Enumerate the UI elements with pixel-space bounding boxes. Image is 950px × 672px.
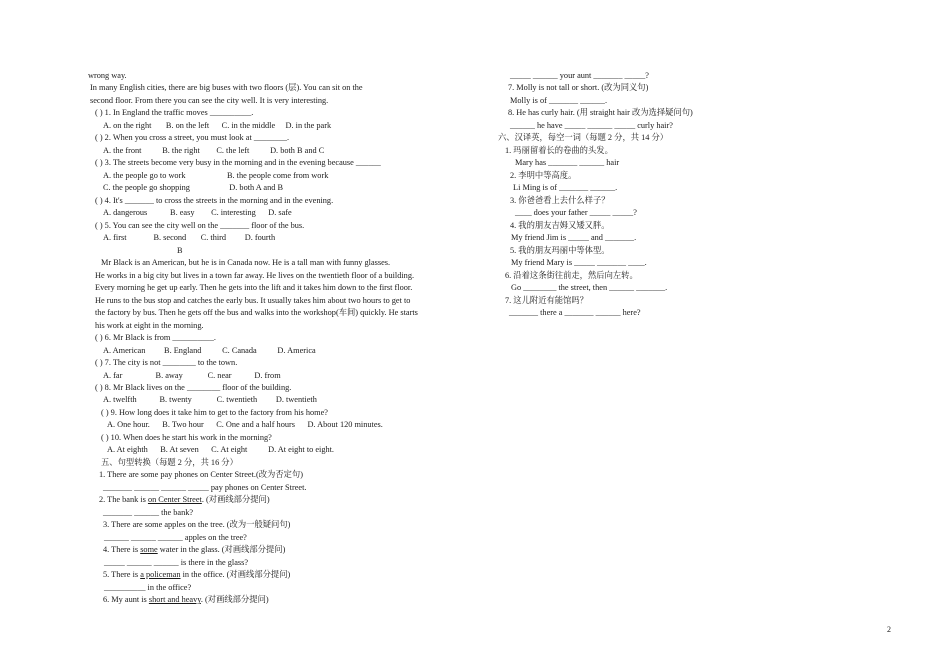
left-column-line: _______ ______ ______ _____ pay phones on Center Street. [103,482,307,492]
right-column-line: 2. 李明中等高度。 [510,170,577,180]
right-column-line: Li Ming is of _______ ______. [513,183,618,193]
right-column-line: ____ does your father _____ _____? [515,208,637,218]
right-column-line: ______ he have _____ ______ _____ curly hair? [510,120,673,130]
left-column-line: B [177,245,183,255]
line-text: 6. My aunt is [103,595,149,605]
right-column-line: 6. 沿着这条街往前走，然后向左转。 [505,270,638,280]
left-column-line: __________ in the office? [104,582,192,592]
left-column-line: C. the people go shopping D. both A and B [103,183,283,193]
left-column-line: A. At eighth B. At seven C. At eight D. At eight to eight. [107,445,335,455]
left-column-line: ______ ______ ______ apples on the tree? [104,532,247,542]
right-column-line: 1. 玛丽留着长的卷曲的头发。 [505,145,613,155]
left-column-line: Every morning he get up early. Then he gets into the lift and it takes him down to the first floor. [95,283,413,293]
line-text: 4. There is [103,545,141,555]
right-column-line: Go ________ the street, then ______ _______. [511,283,668,293]
right-column-line: My friend Mary is _____ _______ ____. [511,258,647,268]
left-column-line: In many English cities, there are big buses with two floors (层). You can sit on the [90,83,363,93]
right-column-line: My friend Jim is _____ and _______. [511,233,637,243]
right-column-line: 7. 这儿附近有能馆吗？ [505,295,588,305]
left-column-line: ( ) 1. In England the traffic moves __________. [95,108,254,118]
underlined-phrase: a policeman [140,570,181,580]
left-column-line: A. dangerous B. easy C. interesting D. safe [103,208,292,218]
left-column-line: A. the front B. the right C. the left D. both B and C [103,145,325,155]
left-column-line: wrong way. [88,71,127,80]
right-column-line: Molly is of _______ ______. [510,95,608,105]
left-column-line: He runs to the bus stop and catches the early bus. It usually takes him about two hours to get to [95,295,411,305]
left-column-line: the factory by bus. Then he gets off the bus and walks into the workshop(车间) quickly. He starts [95,308,418,318]
left-column-line: ( ) 9. How long does it take him to get to the factory from his home? [101,407,328,417]
left-column-line: ( ) 2. When you cross a street, you must look at ________. [95,133,290,143]
left-column-line: second floor. From there you can see the city well. It is very interesting. [90,95,329,105]
left-column-line: ( ) 10. When does he start his work in the morning? [101,432,272,442]
left-column-line: A. One hour. B. Two hour C. One and a half hours D. About 120 minutes. [107,420,383,430]
page-number: 2 [887,625,891,634]
right-column-line: 3. 你爸爸看上去什么样子？ [510,195,610,205]
left-column-line: A. first B. second C. third D. fourth [103,233,276,243]
left-column-line: _______ ______ the bank? [103,507,194,517]
left-column-line: A. on the right B. on the left C. in the middle D. in the park [103,120,332,130]
left-column-line: ( ) 4. It's _______ to cross the streets in the morning and in the evening. [95,195,334,205]
left-column-line: 1. There are some pay phones on Center Street.(改为否定句) [99,470,303,480]
right-column-line: _______ there a _______ ______ here? [509,308,641,318]
left-column-line: his work at eight in the morning. [95,320,204,330]
left-column-line: ( ) 8. Mr Black lives on the ________ floor of the building. [95,383,292,392]
underlined-phrase: on Center Street [147,495,202,505]
left-column-line: ( ) 3. The streets become very busy in the morning and in the evening because ______ [95,158,381,168]
left-column-line: A. the people go to work B. the people come from work [103,170,329,180]
left-column-line: A. twelfth B. twenty C. twentieth D. twentieth [103,395,317,405]
left-column-line: 五、句型转换（每题 2 分，共 16 分） [101,457,238,467]
line-text: . (对画线部分提问) [200,595,269,605]
left-column-line: 3. There are some apples on the tree. (改为一般疑问句) [103,520,291,530]
line-text: in the office. (对画线部分提问) [180,570,291,580]
right-column-line: 5. 我的朋友玛丽中等体型。 [510,245,610,255]
right-column-line: 8. He has curly hair. (用 straight hair 改为选择疑问句) [508,108,693,118]
right-column-line: 7. Molly is not tall or short. (改为同义句) [508,83,649,93]
line-text: 5. There is [103,570,141,580]
left-column-line: _____ ______ ______ is there in the glass? [104,557,249,567]
line-text: . (对画线部分提问) [201,495,270,505]
right-column-line: 4. 我的朋友吉姆又矮又胖。 [510,220,610,230]
left-column-line: Mr Black is an American, but he is in Canada now. He is a tall man with funny glasses. [101,258,391,268]
left-column-line: ( ) 5. You can see the city well on the _______ floor of the bus. [95,220,305,230]
left-column-line: A. far B. away C. near D. from [103,370,281,380]
right-column-line: Mary has _______ ______ hair [515,158,620,168]
left-column-line: He works in a big city but lives in a town far away. He lives on the twentieth floor of a building. [95,270,415,280]
underlined-phrase: short and heavy [148,595,201,605]
underlined-phrase: some [140,545,158,555]
left-column-line: ( ) 6. Mr Black is from __________. [95,333,216,343]
line-text: 2. The bank is [99,495,148,505]
right-column-line: 六、汉译英，每空一词（每题 2 分，共 14 分） [498,133,669,143]
right-column-line: _____ ______ your aunt _______ _____? [510,71,649,80]
line-text: water in the glass. (对画线部分提问) [157,545,286,555]
left-column-line: A. American B. England C. Canada D. America [103,345,316,355]
left-column-line: ( ) 7. The city is not ________ to the town. [95,358,238,368]
